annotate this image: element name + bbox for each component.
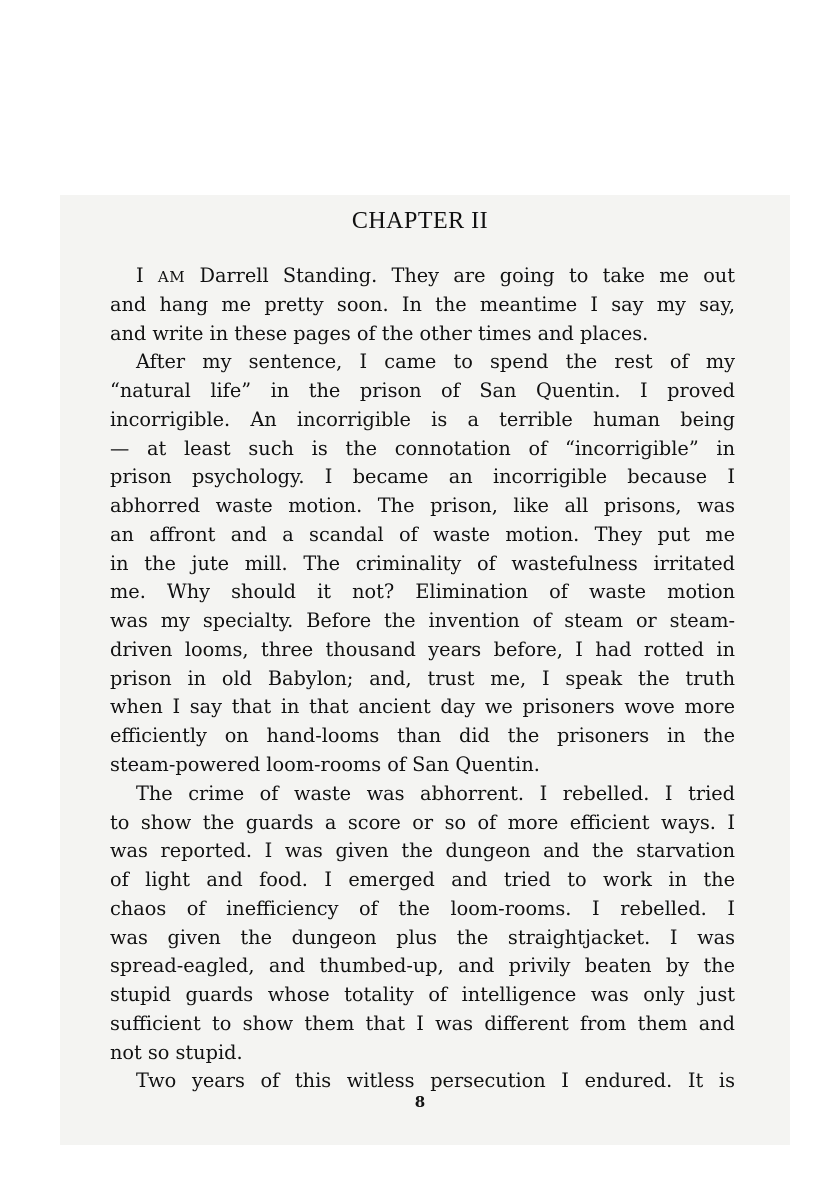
text-line: abhorred waste motion. The prison, like all prisons, was bbox=[110, 494, 735, 518]
text-line: not so stupid. bbox=[110, 1040, 243, 1064]
text-line: incorrigible. An incorrigible is a terrible human being bbox=[110, 407, 735, 431]
lead-word: I bbox=[136, 264, 144, 287]
chapter-title: CHAPTER II bbox=[351, 208, 489, 234]
text-line: driven looms, three thousand years before, I had rotted in bbox=[110, 637, 735, 661]
text-line: steam-powered loom-rooms of San Quentin. bbox=[110, 753, 540, 777]
text-line: prison psychology. I became an incorrigible because I bbox=[110, 465, 735, 489]
text-line: After my sentence, I came to spend the rest of my bbox=[136, 350, 735, 374]
body-text bbox=[110, 262, 735, 1096]
text-line: — at least such is the connotation of “incorrigible” in bbox=[110, 436, 735, 460]
text-line: to show the guards a score or so of more efficient ways. I bbox=[110, 810, 735, 834]
text-line: “natural life” in the prison of San Quentin. I proved bbox=[110, 379, 735, 403]
text-line: was given the dungeon plus the straightjacket. I was bbox=[110, 925, 735, 949]
text-line: prison in old Babylon; and, trust me, I speak the truth bbox=[110, 666, 735, 690]
first-line-rest: Darrell Standing. They are going to take me out bbox=[199, 264, 735, 287]
opening-line bbox=[110, 262, 735, 291]
text-line: The crime of waste was abhorrent. I rebelled. I tried bbox=[136, 781, 735, 805]
page-number: 8 bbox=[414, 1093, 426, 1111]
paragraphs bbox=[110, 291, 735, 1096]
text-line: and write in these pages of the other times and places. bbox=[110, 321, 649, 345]
text-line: an affront and a scandal of waste motion. They put me bbox=[110, 522, 735, 546]
text-line: when I say that in that ancient day we prisoners wove more bbox=[110, 695, 735, 719]
text-line: me. Why should it not? Elimination of waste motion bbox=[110, 580, 735, 604]
text-line: sufficient to show them that I was different from them and bbox=[110, 1011, 735, 1035]
text-line: stupid guards whose totality of intelligence was only just bbox=[110, 983, 735, 1007]
text-line: spread-eagled, and thumbed-up, and privily beaten by the bbox=[110, 954, 735, 978]
text-line: was my specialty. Before the invention of steam or steam- bbox=[110, 609, 735, 633]
text-line: Two years of this witless persecution I endured. It is bbox=[136, 1069, 735, 1093]
text-line: in the jute mill. The criminality of wastefulness irritated bbox=[110, 551, 735, 575]
lead-smallcaps: AM bbox=[157, 268, 186, 286]
text-line: was reported. I was given the dungeon and the starvation bbox=[110, 839, 735, 863]
text-line: chaos of inefficiency of the loom-rooms. I rebelled. I bbox=[110, 896, 735, 920]
text-line: efficiently on hand-looms than did the prisoners in the bbox=[110, 724, 735, 748]
text-line: and hang me pretty soon. In the meantime I say my say, bbox=[110, 292, 735, 316]
text-line: of light and food. I emerged and tried to work in the bbox=[110, 868, 735, 892]
